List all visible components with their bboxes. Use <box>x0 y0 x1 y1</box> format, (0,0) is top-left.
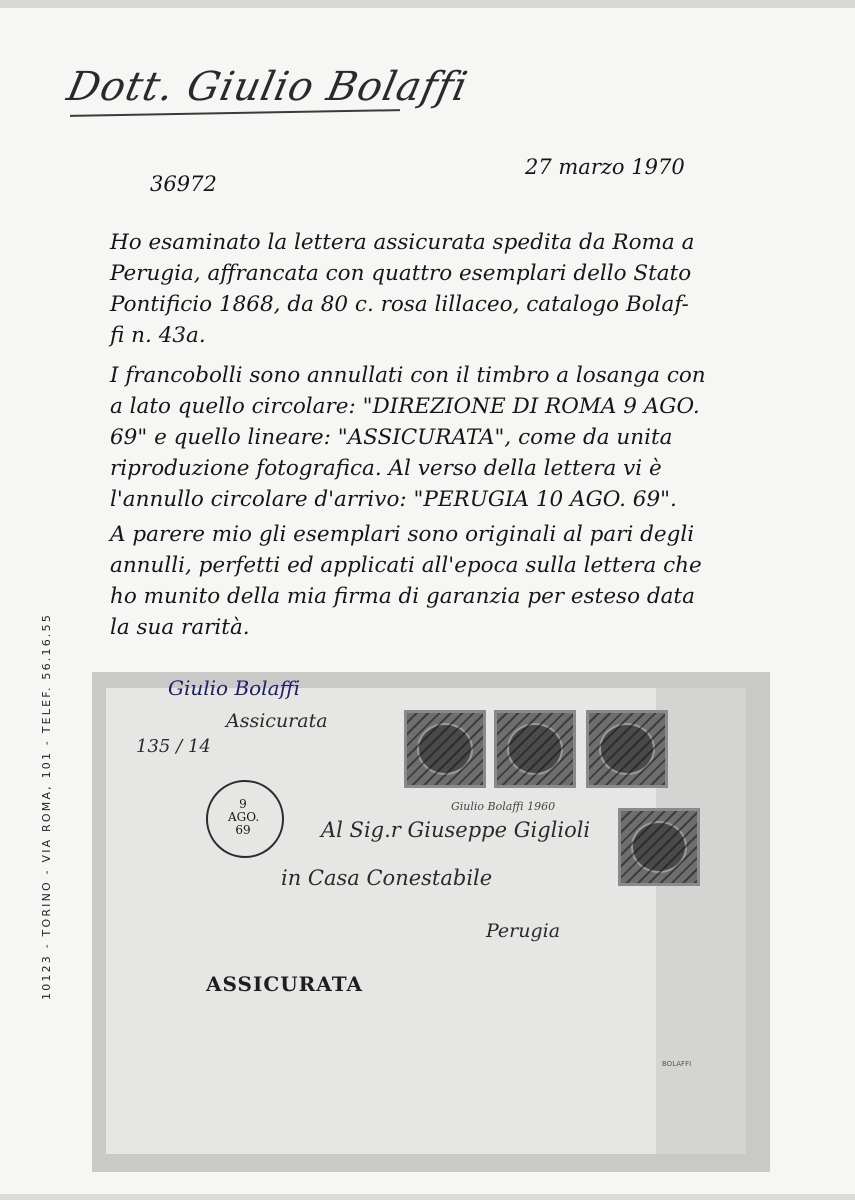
text-line: I francobolli sono annullati con il timbro a losanga con <box>110 363 706 388</box>
lozenge-cancel <box>497 713 573 785</box>
text-line: Pontificio 1868, da 80 c. rosa lillaceo, catalogo Bolaf- <box>110 292 689 317</box>
stamp-2 <box>494 710 576 788</box>
address-line: in Casa Conestabile <box>281 866 493 890</box>
signature-underline <box>70 109 400 117</box>
text-line: 69" e quello lineare: "ASSICURATA", come da unita <box>110 425 673 450</box>
stamp-1 <box>404 710 486 788</box>
corner-guarantee-mark: BOLAFFI <box>662 1060 692 1068</box>
lozenge-cancel <box>621 811 697 883</box>
postmark-date: 9 AGO. 69 <box>228 797 260 837</box>
address-city: Perugia <box>486 920 561 942</box>
paragraph-description <box>110 227 775 351</box>
lozenge-cancel <box>407 713 483 785</box>
text-line: fi n. 43a. <box>110 323 206 348</box>
address-recipient: Al Sig.r Giuseppe Giglioli <box>321 818 591 842</box>
handwritten-assicurata: Assicurata <box>226 710 328 732</box>
text-line: la sua rarità. <box>110 615 250 640</box>
scan-edge-top <box>0 0 855 8</box>
paragraph-opinion <box>110 519 775 643</box>
stamp-4 <box>618 808 700 886</box>
bolaffi-signature-logo: Dott. Giulio Bolaffi <box>63 64 473 110</box>
paragraph-cancellations <box>110 360 775 515</box>
lozenge-cancel <box>589 713 665 785</box>
photo-shadow <box>656 688 746 1154</box>
text-line: A parere mio gli esemplari sono originali al pari degli <box>110 522 695 547</box>
side-address: 10123 - TORINO - VIA ROMA, 101 - TELEF. 56.16.55 <box>40 612 53 1000</box>
text-line: Perugia, affrancata con quattro esemplari dello Stato <box>110 261 692 286</box>
certificate-date: 27 marzo 1970 <box>525 155 685 179</box>
text-line: riproduzione fotografica. Al verso della lettera vi è <box>110 456 662 481</box>
blue-pencil-scribble: Giulio Bolaffi <box>168 676 301 700</box>
cover-photograph <box>106 688 746 1154</box>
handwritten-margin-note: 135 / 14 <box>136 736 211 757</box>
scan-edge-bottom <box>0 1194 855 1200</box>
expert-pencil-signature: Giulio Bolaffi 1960 <box>451 800 556 813</box>
text-line: annulli, perfetti ed applicati all'epoca sulla lettera che <box>110 553 702 578</box>
text-line: a lato quello circolare: "DIREZIONE DI ROMA 9 AGO. <box>110 394 700 419</box>
linear-assicurata-cancel: ASSICURATA <box>206 972 364 996</box>
certificate-number: 36972 <box>150 172 217 196</box>
stamp-3 <box>586 710 668 788</box>
text-line: l'annullo circolare d'arrivo: "PERUGIA 10 AGO. 69". <box>110 487 677 512</box>
text-line: Ho esaminato la lettera assicurata spedita da Roma a <box>110 230 695 255</box>
text-line: ho munito della mia firma di garanzia per esteso data <box>110 584 695 609</box>
